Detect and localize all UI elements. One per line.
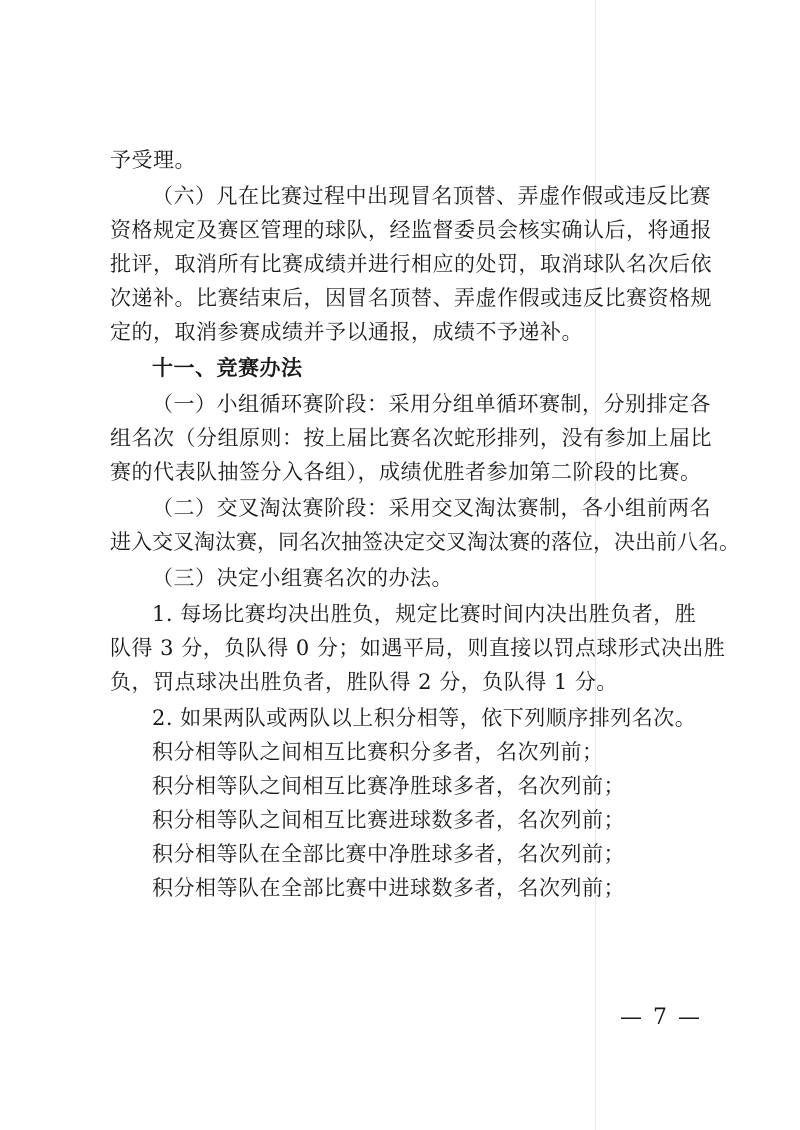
ranking-rule-line: 积分相等队在全部比赛中进球数多者，名次列前； [152,876,625,900]
ranking-rule-line: 积分相等队在全部比赛中净胜球多者，名次列前； [152,842,625,866]
paragraph-line: （一）小组循环赛阶段：采用分组单循环赛制，分别排定各 [152,392,711,416]
paragraph-line: 1. 每场比赛均决出胜负，规定比赛时间内决出胜负者，胜 [152,602,697,626]
paragraph-line: 2. 如果两队或两队以上积分相等，依下列顺序排列名次。 [152,706,697,730]
paragraph-line: 予受理。 [110,148,196,172]
paragraph-line: 批评，取消所有比赛成绩并进行相应的处罚，取消球队名次后依 [110,252,712,276]
paragraph-line: 赛的代表队抽签分入各组），成绩优胜者参加第二阶段的比赛。 [110,460,702,484]
paragraph-line: 定的，取消参赛成绩并予以通报，成绩不予递补。 [110,320,583,344]
paragraph-line: 资格规定及赛区管理的球队，经监督委员会核实确认后，将通报 [110,218,712,242]
paragraph-line: 队得 3 分，负队得 0 分；如遇平局，则直接以罚点球形式决出胜 [110,636,726,660]
section-heading: 十一、竞赛办法 [152,356,303,380]
paragraph-line: 进入交叉淘汰赛，同名次抽签决定交叉淘汰赛的落位，决出前八名。 [110,530,740,554]
ranking-rule-line: 积分相等队之间相互比赛积分多者，名次列前； [152,740,604,764]
page-number: — 7 — [620,1005,702,1030]
paragraph-line: 次递补。比赛结束后，因冒名顶替、弄虚作假或违反比赛资格规 [110,286,712,310]
ranking-rule-line: 积分相等队之间相互比赛净胜球多者，名次列前； [152,774,625,798]
paragraph-line: （二）交叉淘汰赛阶段：采用交叉淘汰赛制，各小组前两名 [152,496,711,520]
paragraph-line: 负，罚点球决出胜负者，胜队得 2 分，负队得 1 分。 [110,670,618,694]
ranking-rule-line: 积分相等队之间相互比赛进球数多者，名次列前； [152,808,625,832]
paragraph-line: （三）决定小组赛名次的办法。 [152,566,453,590]
document-body [110,143,740,905]
paragraph-line: 组名次（分组原则：按上届比赛名次蛇形排列，没有参加上届比 [110,426,712,450]
paragraph-line: （六）凡在比赛过程中出现冒名顶替、弄虚作假或违反比赛 [152,184,711,208]
